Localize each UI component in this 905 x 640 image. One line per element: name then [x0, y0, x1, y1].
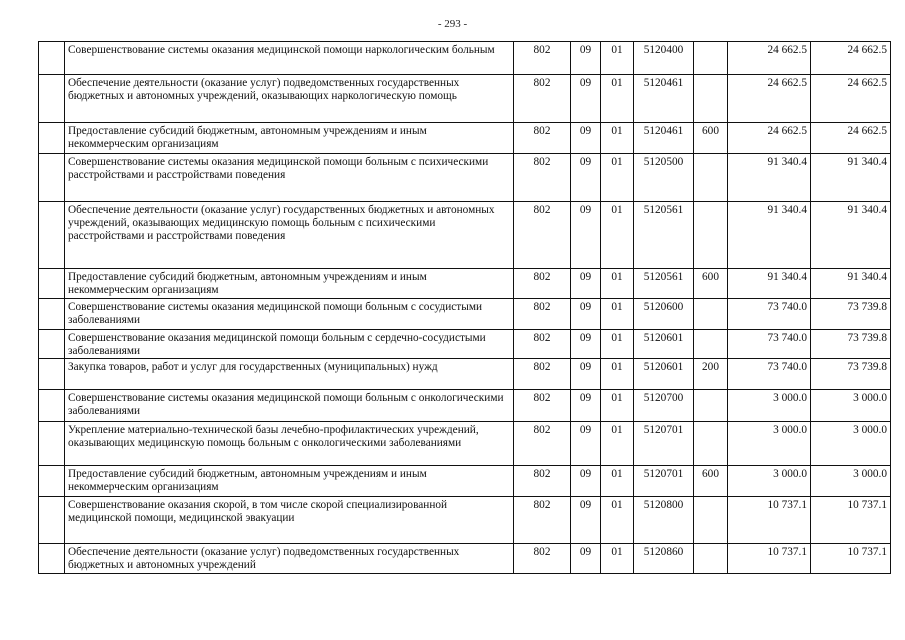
expense-name-cell: Совершенствование системы оказания медицинской помощи больным с психическими расстройствами и расстройствами поведения [65, 154, 514, 202]
section-code-cell: 09 [571, 123, 601, 154]
planned-amount-cell: 73 740.0 [728, 330, 811, 359]
executed-amount-cell: 10 737.1 [811, 497, 891, 544]
row-number-cell [39, 299, 65, 330]
target-article-cell: 5120461 [634, 123, 694, 154]
executed-amount-cell: 24 662.5 [811, 75, 891, 123]
target-article-cell: 5120461 [634, 75, 694, 123]
section-code-cell: 09 [571, 330, 601, 359]
executed-amount-cell: 91 340.4 [811, 202, 891, 269]
planned-amount-cell: 91 340.4 [728, 154, 811, 202]
table-row [39, 497, 891, 544]
planned-amount-cell: 24 662.5 [728, 123, 811, 154]
row-number-cell [39, 75, 65, 123]
expense-name-cell: Предоставление субсидий бюджетным, автономным учреждениям и иным некоммерческим организациям [65, 123, 514, 154]
table-row [39, 42, 891, 75]
planned-amount-cell: 24 662.5 [728, 75, 811, 123]
executed-amount-cell: 24 662.5 [811, 123, 891, 154]
ministry-code-cell: 802 [514, 75, 571, 123]
planned-amount-cell: 3 000.0 [728, 466, 811, 497]
subsection-code-cell: 01 [601, 269, 634, 299]
expense-name-cell: Обеспечение деятельности (оказание услуг) государственных бюджетных и автономных учреждений, оказывающих медицинскую помощь больным с психическими расстройствами и расстройствами поведения [65, 202, 514, 269]
section-code-cell: 09 [571, 544, 601, 574]
executed-amount-cell: 3 000.0 [811, 466, 891, 497]
expense-name-cell: Закупка товаров, работ и услуг для государственных (муниципальных) нужд [65, 359, 514, 390]
target-article-cell: 5120400 [634, 42, 694, 75]
row-number-cell [39, 202, 65, 269]
subsection-code-cell: 01 [601, 390, 634, 422]
expense-name-cell: Совершенствование оказания скорой, в том числе скорой специализированной медицинской помощи, медицинской эвакуации [65, 497, 514, 544]
planned-amount-cell: 24 662.5 [728, 42, 811, 75]
row-number-cell [39, 497, 65, 544]
target-article-cell: 5120701 [634, 422, 694, 466]
ministry-code-cell: 802 [514, 466, 571, 497]
row-number-cell [39, 42, 65, 75]
section-code-cell: 09 [571, 497, 601, 544]
planned-amount-cell: 73 740.0 [728, 299, 811, 330]
ministry-code-cell: 802 [514, 42, 571, 75]
planned-amount-cell: 3 000.0 [728, 390, 811, 422]
section-code-cell: 09 [571, 75, 601, 123]
expense-name-cell: Обеспечение деятельности (оказание услуг) подведомственных государственных бюджетных и автономных учреждений, оказывающих наркологическую помощь [65, 75, 514, 123]
expense-type-cell: 600 [694, 269, 728, 299]
table-row [39, 330, 891, 359]
ministry-code-cell: 802 [514, 359, 571, 390]
target-article-cell: 5120561 [634, 202, 694, 269]
budget-table [38, 41, 891, 574]
table-row [39, 422, 891, 466]
subsection-code-cell: 01 [601, 42, 634, 75]
target-article-cell: 5120860 [634, 544, 694, 574]
expense-name-cell: Совершенствование системы оказания медицинской помощи больным с онкологическими заболеваниями [65, 390, 514, 422]
ministry-code-cell: 802 [514, 299, 571, 330]
subsection-code-cell: 01 [601, 202, 634, 269]
planned-amount-cell: 91 340.4 [728, 202, 811, 269]
target-article-cell: 5120561 [634, 269, 694, 299]
planned-amount-cell: 73 740.0 [728, 359, 811, 390]
table-row [39, 123, 891, 154]
row-number-cell [39, 123, 65, 154]
row-number-cell [39, 330, 65, 359]
ministry-code-cell: 802 [514, 422, 571, 466]
subsection-code-cell: 01 [601, 497, 634, 544]
table-row [39, 299, 891, 330]
expense-name-cell: Предоставление субсидий бюджетным, автономным учреждениям и иным некоммерческим организациям [65, 269, 514, 299]
target-article-cell: 5120601 [634, 359, 694, 390]
target-article-cell: 5120701 [634, 466, 694, 497]
target-article-cell: 5120800 [634, 497, 694, 544]
section-code-cell: 09 [571, 269, 601, 299]
planned-amount-cell: 10 737.1 [728, 497, 811, 544]
row-number-cell [39, 390, 65, 422]
table-row [39, 359, 891, 390]
expense-type-cell [694, 75, 728, 123]
ministry-code-cell: 802 [514, 544, 571, 574]
subsection-code-cell: 01 [601, 330, 634, 359]
expense-type-cell [694, 544, 728, 574]
expense-name-cell: Предоставление субсидий бюджетным, автономным учреждениям и иным некоммерческим организациям [65, 466, 514, 497]
target-article-cell: 5120700 [634, 390, 694, 422]
page-number: - 293 - [437, 18, 468, 30]
expense-type-cell [694, 299, 728, 330]
subsection-code-cell: 01 [601, 75, 634, 123]
expense-type-cell [694, 422, 728, 466]
executed-amount-cell: 24 662.5 [811, 42, 891, 75]
section-code-cell: 09 [571, 390, 601, 422]
subsection-code-cell: 01 [601, 466, 634, 497]
table-row [39, 544, 891, 574]
table-row [39, 75, 891, 123]
planned-amount-cell: 3 000.0 [728, 422, 811, 466]
ministry-code-cell: 802 [514, 123, 571, 154]
table-row [39, 202, 891, 269]
expense-name-cell: Совершенствование оказания медицинской помощи больным с сердечно-сосудистыми заболеваниями [65, 330, 514, 359]
expense-type-cell [694, 202, 728, 269]
subsection-code-cell: 01 [601, 422, 634, 466]
executed-amount-cell: 3 000.0 [811, 422, 891, 466]
section-code-cell: 09 [571, 42, 601, 75]
expense-type-cell [694, 330, 728, 359]
row-number-cell [39, 359, 65, 390]
row-number-cell [39, 154, 65, 202]
row-number-cell [39, 422, 65, 466]
target-article-cell: 5120600 [634, 299, 694, 330]
subsection-code-cell: 01 [601, 154, 634, 202]
subsection-code-cell: 01 [601, 299, 634, 330]
table-body [39, 42, 891, 574]
expense-type-cell: 600 [694, 123, 728, 154]
expense-type-cell [694, 497, 728, 544]
table-row [39, 390, 891, 422]
executed-amount-cell: 73 739.8 [811, 359, 891, 390]
planned-amount-cell: 91 340.4 [728, 269, 811, 299]
table-row [39, 154, 891, 202]
expense-name-cell: Обеспечение деятельности (оказание услуг) подведомственных государственных бюджетных и автономных учреждений [65, 544, 514, 574]
section-code-cell: 09 [571, 202, 601, 269]
target-article-cell: 5120601 [634, 330, 694, 359]
executed-amount-cell: 73 739.8 [811, 330, 891, 359]
table-row [39, 269, 891, 299]
subsection-code-cell: 01 [601, 544, 634, 574]
ministry-code-cell: 802 [514, 330, 571, 359]
expense-name-cell: Совершенствование системы оказания медицинской помощи наркологическим больным [65, 42, 514, 75]
section-code-cell: 09 [571, 359, 601, 390]
section-code-cell: 09 [571, 299, 601, 330]
section-code-cell: 09 [571, 154, 601, 202]
executed-amount-cell: 3 000.0 [811, 390, 891, 422]
table-row [39, 466, 891, 497]
ministry-code-cell: 802 [514, 497, 571, 544]
section-code-cell: 09 [571, 466, 601, 497]
expense-name-cell: Совершенствование системы оказания медицинской помощи больным с сосудистыми заболеваниями [65, 299, 514, 330]
executed-amount-cell: 10 737.1 [811, 544, 891, 574]
subsection-code-cell: 01 [601, 359, 634, 390]
expense-type-cell [694, 42, 728, 75]
expense-type-cell: 600 [694, 466, 728, 497]
target-article-cell: 5120500 [634, 154, 694, 202]
planned-amount-cell: 10 737.1 [728, 544, 811, 574]
ministry-code-cell: 802 [514, 202, 571, 269]
expense-type-cell: 200 [694, 359, 728, 390]
row-number-cell [39, 466, 65, 497]
executed-amount-cell: 91 340.4 [811, 154, 891, 202]
section-code-cell: 09 [571, 422, 601, 466]
expense-name-cell: Укрепление материально-технической базы лечебно-профилактических учреждений, оказывающих медицинскую помощь больным с онкологическими заболеваниями [65, 422, 514, 466]
ministry-code-cell: 802 [514, 390, 571, 422]
subsection-code-cell: 01 [601, 123, 634, 154]
row-number-cell [39, 269, 65, 299]
executed-amount-cell: 73 739.8 [811, 299, 891, 330]
ministry-code-cell: 802 [514, 154, 571, 202]
ministry-code-cell: 802 [514, 269, 571, 299]
expense-type-cell [694, 154, 728, 202]
row-number-cell [39, 544, 65, 574]
executed-amount-cell: 91 340.4 [811, 269, 891, 299]
expense-type-cell [694, 390, 728, 422]
